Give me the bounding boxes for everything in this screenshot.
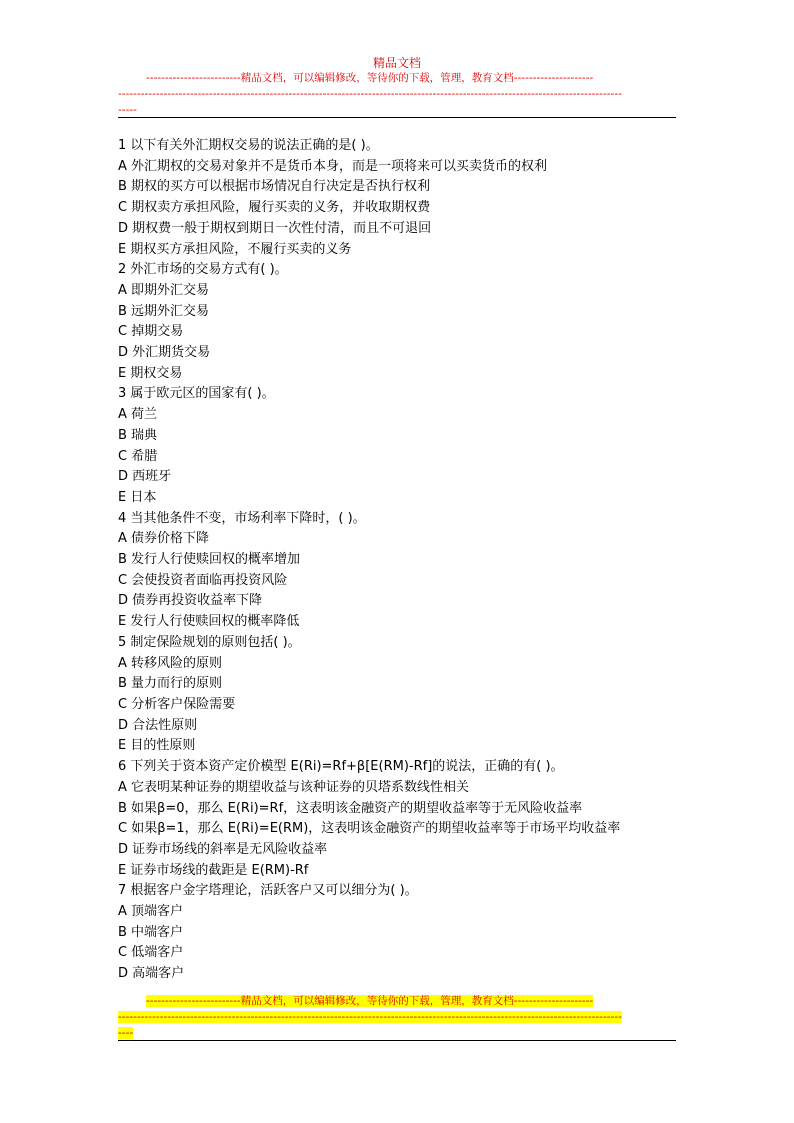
answer-option: D 高端客户: [118, 966, 185, 982]
question-stem: 4 当其他条件不变，市场利率下降时，( )。: [118, 510, 366, 526]
answer-option: C 如果β=1，那么 E(Ri)=E(RM)，这表明该金融资产的期望收益率等于市场平均收益率: [118, 821, 621, 837]
page-footer: [118, 993, 676, 1041]
footer-dash-line: [118, 1009, 676, 1025]
answer-option: E 期权交易: [118, 365, 183, 381]
answer-option: C 掉期交易: [118, 324, 184, 340]
answer-option: A 它表明某种证券的期望收益与该种证券的贝塔系数线性相关: [118, 779, 470, 795]
answer-option: E 发行人行使赎回权的概率降低: [118, 614, 300, 630]
header-rule: [118, 117, 676, 118]
answer-option: E 日本: [118, 489, 157, 505]
answer-option: D 外汇期货交易: [118, 345, 211, 361]
answer-option: A 外汇期权的交易对象并不是货币本身，而是一项将来可以买卖货币的权利: [118, 158, 548, 174]
answer-option: D 证券市场线的斜率是无风险收益率: [118, 841, 328, 857]
answer-option: A 顶端客户: [118, 904, 184, 920]
answer-option: B 如果β=0，那么 E(Ri)=Rf，这表明该金融资产的期望收益率等于无风险收益率: [118, 800, 583, 816]
header-title: 精品文档: [372, 56, 421, 70]
answer-option: A 荷兰: [118, 407, 158, 423]
answer-option: A 转移风险的原则: [118, 655, 223, 671]
question-stem: 1 以下有关外汇期权交易的说法正确的是( )。: [118, 138, 379, 153]
answer-option: D 合法性原则: [118, 717, 198, 733]
answer-option: D 西班牙: [118, 469, 172, 485]
header-dash-tail: -----: [118, 104, 137, 116]
answer-option: B 瑞典: [118, 427, 158, 443]
answer-option: A 债券价格下降: [118, 531, 210, 547]
answer-option: E 证券市场线的截距是 E(RM)-Rf: [118, 862, 309, 878]
answer-option: E 期权买方承担风险，不履行买卖的义务: [118, 241, 352, 257]
answer-option: D 债券再投资收益率下降: [118, 593, 263, 609]
footer-dash-tail: [118, 1025, 676, 1041]
footer-banner-text: -------------------------精品文档，可以编辑修改，等待你的下载，管理，教育文档---------------------: [146, 995, 594, 1007]
answer-option: B 发行人行使赎回权的概率增加: [118, 552, 301, 568]
header-banner-line: -------------------------精品文档，可以编辑修改，等待你的下载，管理，教育文档---------------------: [146, 72, 594, 84]
answer-option: D 期权费一般于期权到期日一次性付清，而且不可退回: [118, 220, 432, 236]
header-dash-line: -------------------------------------------------------------------------------------------------------------------------------------: [118, 88, 622, 100]
footer-dash-text: -------------------------------------------------------------------------------------------------------------------------------------: [118, 1011, 622, 1023]
answer-option: B 远期外汇交易: [118, 303, 210, 319]
answer-option: A 即期外汇交易: [118, 282, 210, 298]
question-stem: 5 制定保险规划的原则包括( )。: [118, 634, 301, 650]
answer-option: C 分析客户保险需要: [118, 696, 236, 712]
footer-dash-tail-text: ----: [118, 1027, 134, 1039]
answer-option: B 期权的买方可以根据市场情况自行决定是否执行权利: [118, 179, 431, 195]
question-list: [118, 136, 678, 985]
question-stem: 7 根据客户金字塔理论，活跃客户又可以细分为( )。: [118, 883, 418, 899]
answer-option: C 低端客户: [118, 945, 184, 961]
question-stem: 3 属于欧元区的国家有( )。: [118, 386, 275, 402]
page-header: [118, 56, 676, 118]
answer-option: B 中端客户: [118, 924, 184, 940]
answer-option: B 量力而行的原则: [118, 676, 223, 692]
answer-option: E 目的性原则: [118, 738, 196, 754]
footer-rule: [118, 1040, 676, 1041]
footer-banner-line: [118, 993, 676, 1009]
question-stem: 2 外汇市场的交易方式有( )。: [118, 262, 288, 278]
answer-option: C 期权卖方承担风险，履行买卖的义务，并收取期权费: [118, 200, 431, 216]
question-stem: 6 下列关于资本资产定价模型 E(Ri)=Rf+β[E(RM)-Rf]的说法，正确的有( )。: [118, 759, 564, 775]
answer-option: C 希腊: [118, 448, 158, 464]
answer-option: C 会使投资者面临再投资风险: [118, 572, 288, 588]
